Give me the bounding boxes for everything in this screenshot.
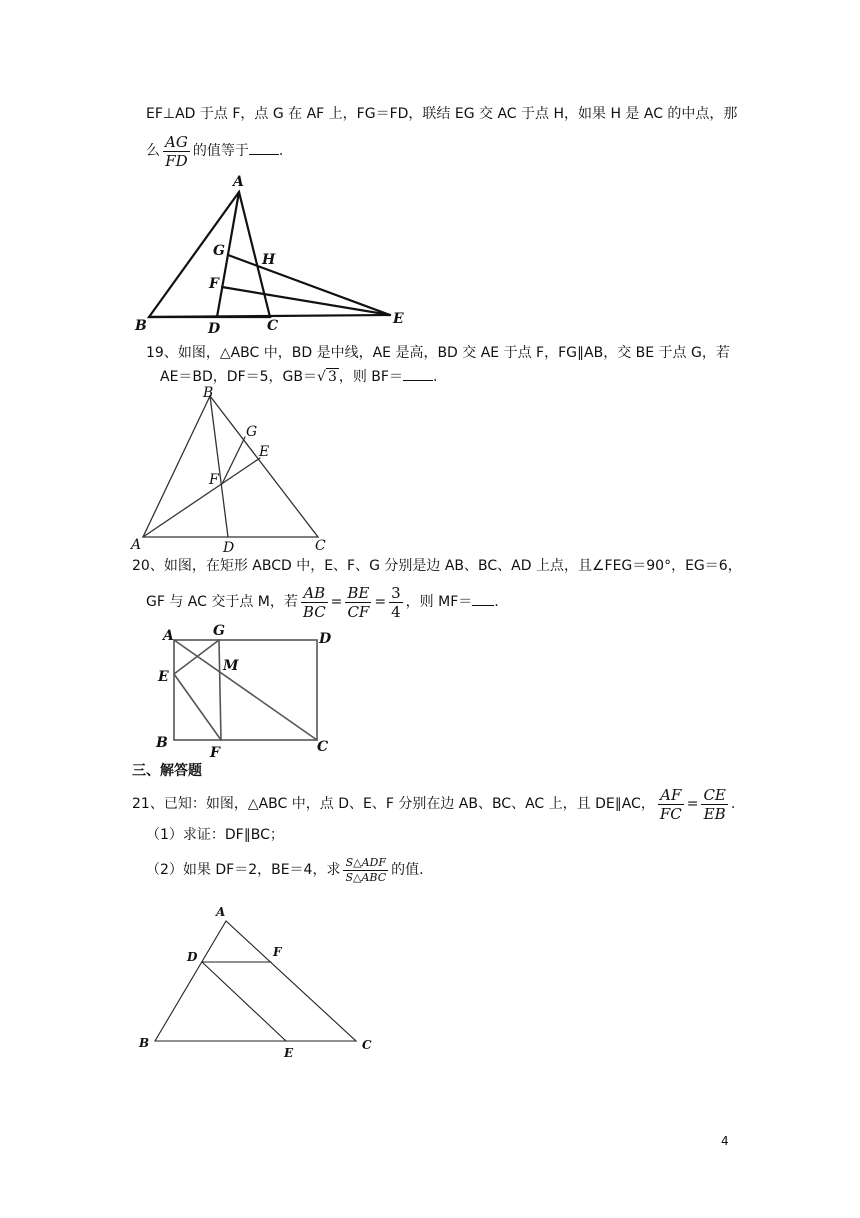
- q19-label-f: F: [209, 472, 219, 488]
- q21-part2: （2）如果 DF＝2，BE＝4，求 $\frac{\text{S△ADF}}{\text{S△ABC}}$ 的值.: [146, 855, 424, 884]
- q19-segment-fg: [222, 437, 245, 484]
- q20-fraction-3-4: $\frac{3}{4}$: [391, 583, 401, 621]
- section-three-heading: 三、解答题: [132, 763, 202, 779]
- page-number: 4: [721, 1134, 729, 1148]
- q18-fraction: $\frac{AG}{FD}$: [165, 132, 188, 170]
- q19-segment-bd: [210, 396, 228, 537]
- q20-text-line1: 20、如图，在矩形 ABCD 中，E、F、G 分别是边 AB、BC、AD 上点，且∠FEG＝90°，EG＝6，: [132, 558, 742, 574]
- q20-label-g: G: [213, 623, 225, 639]
- q18-text-line2: 么 $\frac{AG}{FD}$ 的值等于 .: [146, 132, 284, 170]
- q21-fraction-ce-eb: $\frac{CE}{EB}$: [703, 785, 726, 823]
- q19-sqrt: √ 3: [317, 369, 337, 385]
- q18-label-g: G: [213, 243, 225, 259]
- q18-label-c: C: [267, 318, 279, 334]
- q20-answer-blank: [472, 591, 494, 606]
- q20-segment-ac: [174, 640, 317, 740]
- q18-label-d: D: [208, 321, 221, 337]
- q21-label-d: D: [187, 950, 198, 964]
- q18-triangle-abc: [149, 192, 270, 317]
- q21-label-c: C: [362, 1038, 372, 1052]
- q20-label-d: D: [319, 631, 332, 647]
- q19-label-a: A: [131, 537, 142, 553]
- q18-label-b: B: [135, 318, 147, 334]
- q19-label-c: C: [315, 538, 326, 554]
- q20-label-b: B: [156, 735, 168, 751]
- q20-label-e: E: [158, 669, 169, 685]
- q19-label-e: E: [259, 444, 270, 460]
- q20-fraction-be-cf: $\frac{BE}{CF}$: [347, 583, 370, 621]
- q18-answer-blank: [249, 140, 279, 155]
- q20-segment-eg: [174, 640, 219, 674]
- q19-text-line2: AE＝BD，DF＝5，GB＝√ 3 ，则 BF＝ .: [160, 366, 437, 387]
- q19-segment-ae: [143, 458, 260, 537]
- q20-text-line2: GF 与 AC 交于点 M，若 $\frac{AB}{BC}$ = $\frac{BE}{CF}$ = $\frac{3}{4}$ ，则 MF＝ .: [146, 583, 499, 621]
- q21-area-ratio: $\frac{\text{S△ADF}}{\text{S△ABC}}$: [345, 855, 387, 884]
- q19-text-line1: 19、如图，△ABC 中，BD 是中线，AE 是高，BD 交 AE 于点 F，FG∥AB，交 BE 于点 G，若: [146, 345, 730, 361]
- q21-fraction-af-fc: $\frac{AF}{FC}$: [659, 785, 682, 823]
- q18-label-a: A: [233, 174, 244, 190]
- q21-label-e: E: [284, 1046, 294, 1060]
- q20-label-c: C: [317, 739, 329, 755]
- q18-segment-fe: [222, 287, 390, 315]
- q19-label-d: D: [223, 540, 235, 556]
- q20-rectangle-abcd: [174, 640, 317, 740]
- q18-segment-ad: [217, 192, 239, 317]
- q21-label-a: A: [216, 905, 226, 919]
- q21-label-b: B: [139, 1036, 150, 1050]
- q19-answer-blank: [403, 366, 433, 381]
- q20-label-a: A: [163, 628, 174, 644]
- q20-label-m: M: [223, 658, 239, 674]
- q18-label-h: H: [262, 252, 276, 268]
- q21-part1: （1）求证：DF∥BC；: [146, 827, 284, 843]
- q18-segment-be: [149, 315, 390, 317]
- q21-text-line1: 21、已知：如图，△ABC 中，点 D、E、F 分别在边 AB、BC、AC 上，且 DE∥AC， $\frac{AF}{FC}$ = $\frac{CE}{EB}$ .: [132, 785, 736, 823]
- q20-label-f: F: [210, 745, 220, 761]
- q21-triangle-abc: [155, 921, 356, 1041]
- q18-segment-ge: [228, 255, 390, 315]
- q19-label-g: G: [246, 424, 258, 440]
- q20-fraction-ab-bc: $\frac{AB}{BC}$: [302, 583, 326, 621]
- q20-segment-ef: [174, 674, 221, 740]
- q21-label-f: F: [273, 945, 282, 959]
- q19-label-b: B: [203, 385, 214, 401]
- q18-text-line1: EF⊥AD 于点 F，点 G 在 AF 上，FG＝FD，联结 EG 交 AC 于点 H，如果 H 是 AC 的中点，那: [146, 106, 738, 122]
- q19-triangle-abc: [143, 396, 318, 537]
- q20-segment-gf: [219, 640, 221, 740]
- q18-label-f: F: [209, 276, 219, 292]
- q21-segment-de: [202, 962, 286, 1041]
- q18-label-e: E: [393, 311, 404, 327]
